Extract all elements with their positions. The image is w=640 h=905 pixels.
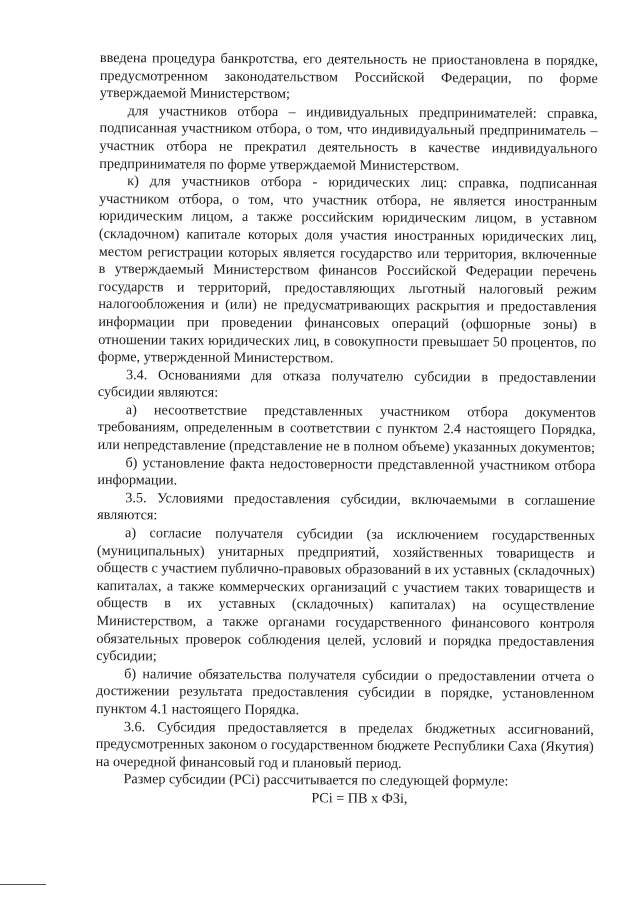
paragraph-1: введена процедура банкротства, его деятельность не приостановлена в порядке, предусмотренном законодательством Российской Федерации, по форме утверждаемой Министерством; bbox=[99, 50, 598, 103]
paragraph-11: Размер субсидии (PCi) рассчитывается по следующей формуле: bbox=[123, 771, 509, 790]
document-page bbox=[95, 50, 598, 810]
paragraph-3: к) для участников отбора - юридических лиц: справка, подписанная участником отбора, о том, что участник отбора, не является иностранным юридическим лицом, а также российским юридическим лицом, в уставном (складочном) капитале которых доля участия иностранных юридических лиц, местом регистрации которых является государство или территория, включенные в утверждаемый Министерством финансов Российской Федерации перечень государств и территорий, предоставляющих льготный налоговый режим налогообложения и (или) не предусматривающих раскрытия и предоставления информации при проведении финансовых операций (офшорные зоны) в отношении таких юридических лиц, в совокупности превышает 50 процентов, по форме, утвержденной Министерством. bbox=[98, 173, 598, 367]
paragraph-10: 3.6. Субсидия предоставляется в пределах бюджетных ассигнований, предусмотренных законом о государственном бюджете Республики Саха (Якутия) на очередной финансовый год и плановый период. bbox=[95, 718, 594, 772]
paragraph-6: б) установление факта недостоверности представленной участником отбора информации. bbox=[97, 454, 596, 489]
paragraph-2: для участников отбора – индивидуальных предпринимателей: справка, подписанная участником отбора, о том, что индивидуальный предприниматель – участник отбора не прекратил деятельность в качестве индивидуального предпринимателя по форме утверждаемой Министерством. bbox=[99, 102, 598, 174]
paragraph-4: 3.4. Основаниями для отказа получателю субсидии в предоставлении субсидии являются: bbox=[97, 366, 597, 402]
paragraph-5: а) несоответствие представленных участником отбора документов требованиям, определенным в соответствии с пунктом 2.4 настоящего Порядка, или непредставление (представление не в полном объеме) указанных документов; bbox=[97, 402, 596, 457]
footer-rule bbox=[0, 884, 46, 885]
formula: PCi = ПВ x ФЗi, bbox=[311, 790, 408, 807]
paragraph-8: а) согласие получателя субсидии (за исключением государственных (муниципальных) унитарных предприятий, хозяйственных товариществ и обществ с участием публично-правовых образований в их уставных (складочных) капиталах, а также коммерческих организаций с участием таких товариществ и обществ в их уставных (складочных) капиталах) на осуществление Министерством, а также органами государственного финансового контроля обязательных проверок соблюдения целей, условий и порядка предоставления субсидии; bbox=[96, 525, 596, 665]
paragraph-9: б) наличие обязательства получателя субсидии о предоставлении отчета о достижении результата предоставления субсидии в порядке, установленном пунктом 4.1 настоящего Порядка. bbox=[95, 665, 595, 719]
paragraph-7: 3.5. Условиями предоставления субсидии, включаемыми в соглашение являются: bbox=[97, 490, 596, 524]
